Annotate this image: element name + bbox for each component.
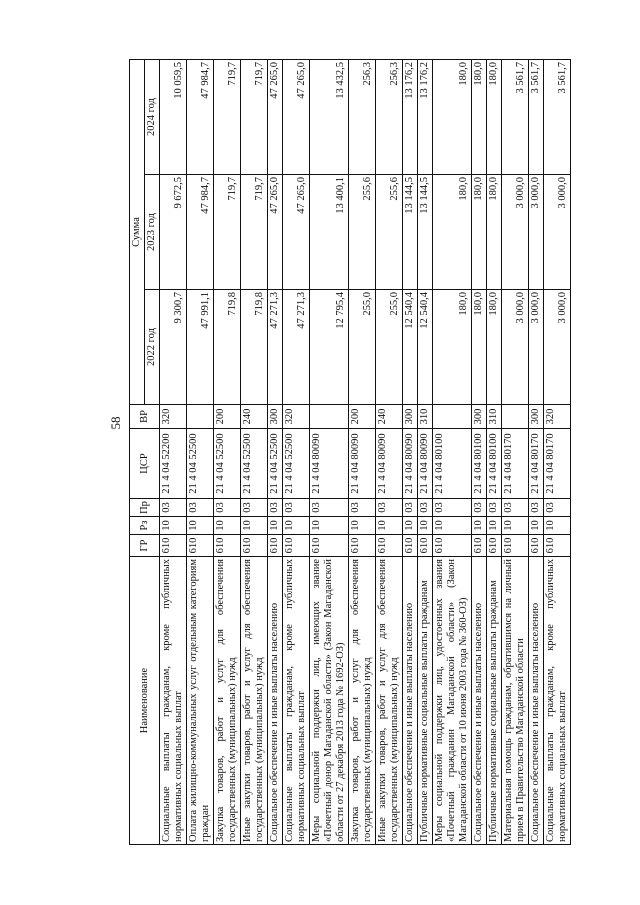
header-vr: ВР xyxy=(130,405,160,429)
row-2024: 3 561,7 xyxy=(529,60,544,175)
header-rz: Рз xyxy=(130,517,160,535)
table-row xyxy=(160,60,187,845)
rotated-table-frame xyxy=(129,60,640,845)
header-gr: ГР xyxy=(130,535,160,557)
row-gr: 610 xyxy=(214,535,241,557)
row-pr: 03 xyxy=(187,499,214,517)
row-name: Меры социальной поддержки лиц, имеющих звание «Почетный донор Магаданской области» (Закон Магаданской области от 27 декабря 2013 года № 1692-ОЗ) xyxy=(310,557,349,845)
row-csr: 21 4 04 80170 xyxy=(529,429,544,499)
row-2024: 3 561,7 xyxy=(502,60,529,175)
row-pr: 03 xyxy=(502,499,529,517)
row-gr: 610 xyxy=(241,535,268,557)
row-vr: 300 xyxy=(268,405,283,429)
row-2022: 180,0 xyxy=(472,290,487,405)
table-body xyxy=(160,60,571,845)
table-row xyxy=(544,60,571,845)
table-row xyxy=(418,60,433,845)
row-vr: 310 xyxy=(418,405,433,429)
row-rz: 10 xyxy=(241,517,268,535)
row-vr: 240 xyxy=(241,405,268,429)
row-2024: 13 176,2 xyxy=(403,60,418,175)
row-rz: 10 xyxy=(310,517,349,535)
row-2023: 3 000,0 xyxy=(544,175,571,290)
row-rz: 10 xyxy=(433,517,472,535)
row-2023: 13 400,1 xyxy=(310,175,349,290)
row-vr xyxy=(310,405,349,429)
row-pr: 03 xyxy=(376,499,403,517)
row-rz: 10 xyxy=(349,517,376,535)
row-rz: 10 xyxy=(376,517,403,535)
row-2024: 47 984,7 xyxy=(187,60,214,175)
row-csr: 21 4 04 52500 xyxy=(241,429,268,499)
row-csr: 21 4 04 52500 xyxy=(187,429,214,499)
row-pr: 03 xyxy=(268,499,283,517)
budget-table xyxy=(129,59,571,845)
table-row xyxy=(349,60,376,845)
row-2024: 180,0 xyxy=(487,60,502,175)
row-vr xyxy=(187,405,214,429)
row-gr: 610 xyxy=(160,535,187,557)
row-2023: 3 000,0 xyxy=(529,175,544,290)
row-gr: 610 xyxy=(433,535,472,557)
row-gr: 610 xyxy=(187,535,214,557)
row-rz: 10 xyxy=(529,517,544,535)
row-gr: 610 xyxy=(349,535,376,557)
row-vr: 320 xyxy=(160,405,187,429)
row-name: Социальные выплаты гражданам, кроме публичных нормативных социальных выплат xyxy=(544,557,571,845)
row-vr: 300 xyxy=(472,405,487,429)
row-2022: 47 271,3 xyxy=(268,290,283,405)
row-2024: 47 265,0 xyxy=(268,60,283,175)
row-gr: 610 xyxy=(487,535,502,557)
row-2024: 13 176,2 xyxy=(418,60,433,175)
row-rz: 10 xyxy=(502,517,529,535)
table-row xyxy=(283,60,310,845)
row-2023: 47 265,0 xyxy=(268,175,283,290)
row-2023: 9 672,5 xyxy=(160,175,187,290)
row-vr: 300 xyxy=(403,405,418,429)
row-2022: 12 795,4 xyxy=(310,290,349,405)
row-pr: 03 xyxy=(472,499,487,517)
row-rz: 10 xyxy=(472,517,487,535)
row-gr: 610 xyxy=(418,535,433,557)
row-gr: 610 xyxy=(472,535,487,557)
row-2022: 47 271,3 xyxy=(283,290,310,405)
row-gr: 610 xyxy=(310,535,349,557)
budget-table-container xyxy=(129,60,640,845)
row-2023: 180,0 xyxy=(487,175,502,290)
row-csr: 21 4 04 80170 xyxy=(544,429,571,499)
table-row xyxy=(529,60,544,845)
row-2024: 180,0 xyxy=(472,60,487,175)
header-pr: Пр xyxy=(130,499,160,517)
table-row xyxy=(187,60,214,845)
row-name: Социальное обеспечение и иные выплаты населению xyxy=(472,557,487,845)
table-row xyxy=(487,60,502,845)
row-2024: 180,0 xyxy=(433,60,472,175)
row-2022: 255,0 xyxy=(376,290,403,405)
row-pr: 03 xyxy=(310,499,349,517)
row-name: Материальная помощь гражданам, обратившимся на личный прием в Правительство Магаданской области xyxy=(502,557,529,845)
row-2024: 3 561,7 xyxy=(544,60,571,175)
row-csr: 21 4 04 52500 xyxy=(283,429,310,499)
row-rz: 10 xyxy=(187,517,214,535)
row-csr: 21 4 04 80090 xyxy=(418,429,433,499)
row-2022: 255,0 xyxy=(349,290,376,405)
row-rz: 10 xyxy=(160,517,187,535)
row-2022: 12 540,4 xyxy=(403,290,418,405)
row-2023: 719,7 xyxy=(214,175,241,290)
table-row xyxy=(241,60,268,845)
row-name: Оплата жилищно-коммунальных услуг отдельным категориям граждан xyxy=(187,557,214,845)
row-2024: 719,7 xyxy=(214,60,241,175)
row-csr: 21 4 04 80090 xyxy=(376,429,403,499)
row-2023: 13 144,5 xyxy=(418,175,433,290)
row-pr: 03 xyxy=(349,499,376,517)
row-vr: 320 xyxy=(544,405,571,429)
row-gr: 610 xyxy=(529,535,544,557)
header-csr: ЦСР xyxy=(130,429,160,499)
row-2024: 256,3 xyxy=(349,60,376,175)
row-2023: 180,0 xyxy=(433,175,472,290)
row-name: Иные закупки товаров, работ и услуг для обеспечения государственных (муниципальных) нужд xyxy=(376,557,403,845)
table-row xyxy=(376,60,403,845)
row-vr xyxy=(433,405,472,429)
row-name: Меры социальной поддержки лиц, удостоенных звания «Почетный гражданин Магаданской области» (Закон Магаданской области от 10 июня 2003 года № 360-ОЗ) xyxy=(433,557,472,845)
row-gr: 610 xyxy=(283,535,310,557)
row-pr: 03 xyxy=(214,499,241,517)
row-name: Закупка товаров, работ и услуг для обеспечения государственных (муниципальных) нужд xyxy=(349,557,376,845)
row-name: Социальное обеспечение и иные выплаты населению xyxy=(403,557,418,845)
row-vr: 320 xyxy=(283,405,310,429)
row-gr: 610 xyxy=(376,535,403,557)
row-2024: 256,3 xyxy=(376,60,403,175)
row-pr: 03 xyxy=(403,499,418,517)
row-vr: 200 xyxy=(214,405,241,429)
row-name: Социальное обеспечение и иные выплаты населению xyxy=(268,557,283,845)
row-name: Публичные нормативные социальные выплаты гражданам xyxy=(418,557,433,845)
row-pr: 03 xyxy=(529,499,544,517)
row-2023: 3 000,0 xyxy=(502,175,529,290)
row-csr: 21 4 04 80090 xyxy=(310,429,349,499)
row-name: Иные закупки товаров, работ и услуг для обеспечения государственных (муниципальных) нужд xyxy=(241,557,268,845)
row-2022: 3 000,0 xyxy=(544,290,571,405)
row-2022: 3 000,0 xyxy=(529,290,544,405)
row-name: Закупка товаров, работ и услуг для обеспечения государственных (муниципальных) нужд xyxy=(214,557,241,845)
row-rz: 10 xyxy=(544,517,571,535)
row-vr xyxy=(502,405,529,429)
row-2024: 10 059,5 xyxy=(160,60,187,175)
row-csr: 21 4 04 80100 xyxy=(487,429,502,499)
header-2024: 2024 год xyxy=(145,60,160,175)
row-csr: 21 4 04 80100 xyxy=(433,429,472,499)
row-2023: 719,7 xyxy=(241,175,268,290)
table-row xyxy=(433,60,472,845)
row-vr: 310 xyxy=(487,405,502,429)
row-2022: 180,0 xyxy=(487,290,502,405)
row-2022: 719,8 xyxy=(241,290,268,405)
row-2022: 3 000,0 xyxy=(502,290,529,405)
page-number: 58 xyxy=(108,416,123,430)
row-2022: 47 991,1 xyxy=(187,290,214,405)
row-name: Социальное обеспечение и иные выплаты населению xyxy=(529,557,544,845)
row-csr: 21 4 04 80090 xyxy=(403,429,418,499)
row-csr: 21 4 04 80100 xyxy=(472,429,487,499)
row-gr: 610 xyxy=(544,535,571,557)
header-2023: 2023 год xyxy=(145,175,160,290)
row-pr: 03 xyxy=(544,499,571,517)
row-2024: 719,7 xyxy=(241,60,268,175)
row-2024: 47 265,0 xyxy=(283,60,310,175)
table-row xyxy=(472,60,487,845)
row-name: Публичные нормативные социальные выплаты гражданам xyxy=(487,557,502,845)
row-2023: 47 265,0 xyxy=(283,175,310,290)
table-row xyxy=(214,60,241,845)
row-csr: 21 4 04 52500 xyxy=(268,429,283,499)
row-pr: 03 xyxy=(487,499,502,517)
row-2022: 9 300,7 xyxy=(160,290,187,405)
row-2022: 12 540,4 xyxy=(418,290,433,405)
row-2023: 255,6 xyxy=(349,175,376,290)
table-row xyxy=(268,60,283,845)
row-gr: 610 xyxy=(268,535,283,557)
row-2022: 719,8 xyxy=(214,290,241,405)
table-row xyxy=(403,60,418,845)
row-pr: 03 xyxy=(160,499,187,517)
row-vr: 240 xyxy=(376,405,403,429)
row-name: Социальные выплаты гражданам, кроме публичных нормативных социальных выплат xyxy=(283,557,310,845)
row-rz: 10 xyxy=(487,517,502,535)
row-2023: 255,6 xyxy=(376,175,403,290)
row-gr: 610 xyxy=(403,535,418,557)
row-rz: 10 xyxy=(214,517,241,535)
row-2023: 47 984,7 xyxy=(187,175,214,290)
table-header xyxy=(130,60,160,845)
row-csr: 21 4 04 52500 xyxy=(214,429,241,499)
row-name: Социальные выплаты гражданам, кроме публичных нормативных социальных выплат xyxy=(160,557,187,845)
row-vr: 200 xyxy=(349,405,376,429)
row-pr: 03 xyxy=(283,499,310,517)
table-row xyxy=(310,60,349,845)
row-gr: 610 xyxy=(502,535,529,557)
row-2022: 180,0 xyxy=(433,290,472,405)
row-rz: 10 xyxy=(268,517,283,535)
row-pr: 03 xyxy=(418,499,433,517)
header-sum: Сумма xyxy=(130,60,145,405)
row-2024: 13 432,5 xyxy=(310,60,349,175)
header-name: Наименование xyxy=(130,557,160,845)
row-rz: 10 xyxy=(283,517,310,535)
row-2023: 13 144,5 xyxy=(403,175,418,290)
row-vr: 300 xyxy=(529,405,544,429)
row-csr: 21 4 04 52200 xyxy=(160,429,187,499)
header-2022: 2022 год xyxy=(145,290,160,405)
row-csr: 21 4 04 80170 xyxy=(502,429,529,499)
row-csr: 21 4 04 80090 xyxy=(349,429,376,499)
row-pr: 03 xyxy=(241,499,268,517)
row-rz: 10 xyxy=(403,517,418,535)
table-row xyxy=(502,60,529,845)
row-pr: 03 xyxy=(433,499,472,517)
row-2023: 180,0 xyxy=(472,175,487,290)
row-rz: 10 xyxy=(418,517,433,535)
